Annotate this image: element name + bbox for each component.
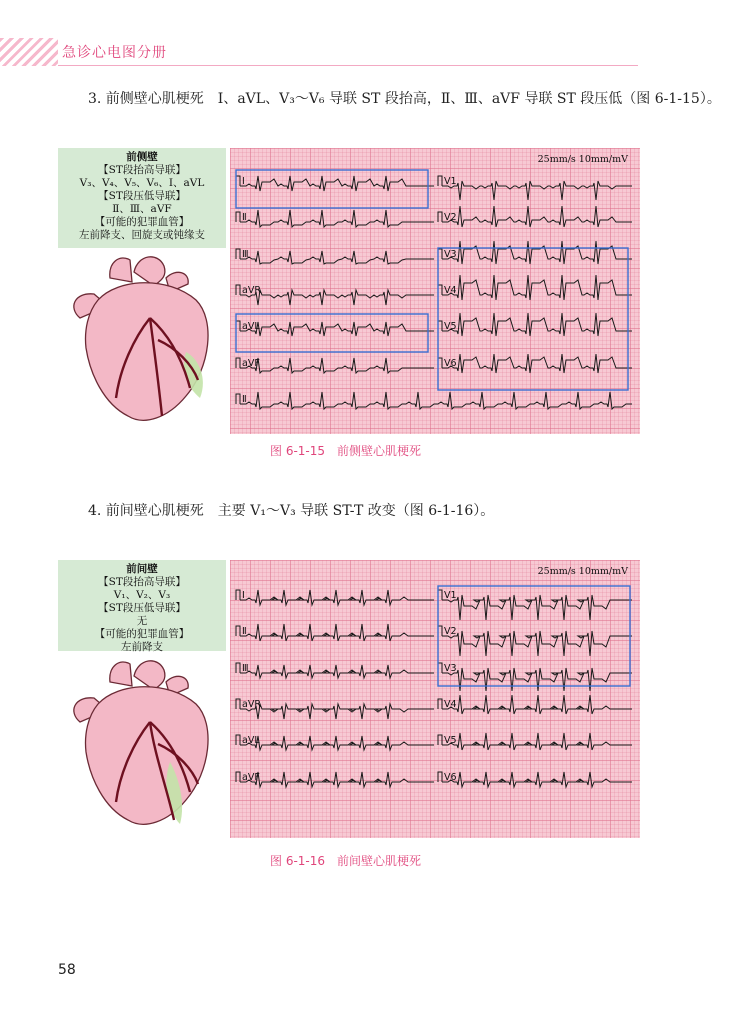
figure-6-1-16 (58, 560, 640, 840)
lead-label-V2: V2 (444, 626, 457, 637)
lead-label-II: Ⅱ (242, 212, 247, 223)
lead-label-I: Ⅰ (242, 590, 245, 601)
st-depression-leads: 无 (136, 615, 148, 627)
waveform-right-3 (442, 695, 632, 714)
highlight-box-V3-V6 (438, 248, 628, 390)
ecg-tracing-6-1-16 (230, 560, 640, 838)
lead-label-V5: V5 (444, 735, 457, 746)
calibration-pulse-left-3 (236, 285, 240, 295)
st-elevation-leads: V₁、V₂、V₃ (113, 589, 171, 601)
waveform-right-0 (442, 181, 632, 200)
figure-caption-6-1-16: 图 6-1-16 前间壁心肌梗死 (270, 854, 422, 868)
lead-label-III: Ⅲ (242, 249, 249, 260)
lead-label-I: Ⅰ (242, 176, 245, 187)
calibration-pulse-left-3 (236, 699, 240, 709)
waveform-left-5 (240, 772, 434, 787)
waveform-left-1 (240, 210, 434, 227)
lead-label-V3: V3 (444, 663, 457, 674)
lead-label-aVL: aVL (242, 321, 260, 332)
waveform-right-0 (442, 595, 632, 620)
info-title: 前侧壁 (126, 151, 158, 163)
ecg-speed-label: 25mm/s 10mm/mV (537, 566, 628, 577)
st-elevation-leads: V₃、V₄、V₅、V₆、Ⅰ、aVL (79, 177, 205, 189)
waveform-right-4 (442, 313, 632, 336)
st-depression-label: 【ST段压低导联】 (98, 602, 186, 614)
waveform-right-1 (442, 631, 632, 656)
lead-label-aVR: aVR (242, 699, 261, 710)
lead-label-V5: V5 (444, 321, 457, 332)
calibration-pulse-left-6 (236, 394, 240, 404)
lead-label-V1: V1 (444, 176, 457, 187)
lead-label-aVF: aVF (242, 358, 260, 369)
page-number: 58 (58, 962, 76, 978)
calibration-pulse-left-5 (236, 358, 240, 368)
lead-label-V4: V4 (444, 285, 457, 296)
waveform-left-2 (240, 665, 434, 678)
lead-label-V2: V2 (444, 212, 457, 223)
lead-label-aVL: aVL (242, 735, 260, 746)
calibration-pulse-left-1 (236, 212, 240, 222)
calibration-pulse-right-1 (438, 212, 442, 222)
lead-label-aVR: aVR (242, 285, 261, 296)
section-3-heading: 3. 前侧壁心肌梗死 Ⅰ、aVL、V₃～V₆ 导联 ST 段抬高，Ⅱ、Ⅲ、aVF 导联 ST 段压低（图 6-1-15）。 (88, 91, 721, 107)
st-depression-label: 【ST段压低导联】 (98, 190, 186, 202)
calibration-pulse-right-4 (438, 735, 442, 745)
waveform-left-4 (240, 736, 434, 750)
heart-illustration (58, 248, 226, 434)
culprit-vessel: 左前降支 (121, 641, 163, 653)
waveform-right-2 (442, 668, 632, 691)
waveform-left-0 (240, 590, 434, 605)
culprit-vessel-label: 【可能的犯罪血管】 (94, 216, 190, 228)
st-elevation-label: 【ST段抬高导联】 (98, 164, 186, 176)
waveform-right-4 (442, 733, 632, 750)
lead-label-V1: V1 (444, 590, 457, 601)
lead-label-V6: V6 (444, 772, 457, 783)
waveform-left-0 (240, 176, 434, 191)
calibration-pulse-right-5 (438, 772, 442, 782)
figure-6-1-15 (58, 148, 640, 438)
highlight-box-lead-I (236, 170, 428, 208)
waveform-left-5 (240, 358, 434, 373)
ecg-waveforms (230, 148, 640, 434)
header-rule (58, 65, 638, 66)
waveform-left-6 (240, 392, 632, 409)
lead-label-II: Ⅱ (242, 626, 247, 637)
waveform-left-1 (240, 624, 434, 641)
st-elevation-label: 【ST段抬高导联】 (98, 576, 186, 588)
waveform-left-3 (240, 290, 434, 305)
calibration-pulse-left-1 (236, 626, 240, 636)
lead-label-III: Ⅲ (242, 663, 249, 674)
waveform-right-5 (442, 354, 632, 373)
lead-label-II-rhythm: Ⅱ (242, 394, 247, 405)
calibration-pulse-right-0 (438, 176, 442, 186)
waveform-right-3 (442, 275, 632, 300)
culprit-vessel-label: 【可能的犯罪血管】 (94, 628, 190, 640)
info-box-anteroseptal (58, 560, 226, 651)
calibration-pulse-left-0 (236, 590, 240, 600)
waveform-left-3 (240, 704, 434, 719)
header-decoration (0, 38, 58, 66)
calibration-pulse-left-2 (236, 663, 240, 673)
lead-label-V4: V4 (444, 699, 457, 710)
culprit-vessel: 左前降支、回旋支或钝缘支 (79, 229, 205, 241)
waveform-right-2 (442, 241, 632, 264)
ecg-waveforms (230, 560, 640, 838)
calibration-pulse-left-5 (236, 772, 240, 782)
info-title: 前间壁 (126, 563, 158, 575)
section-4-heading: 4. 前间壁心肌梗死 主要 V₁～V₃ 导联 ST-T 改变（图 6-1-16）。 (88, 503, 495, 519)
st-depression-leads: Ⅱ、Ⅲ、aVF (112, 203, 172, 215)
ecg-speed-label: 25mm/s 10mm/mV (537, 154, 628, 165)
waveform-right-1 (442, 206, 632, 227)
heart-illustration (58, 652, 226, 838)
waveform-left-2 (240, 251, 434, 264)
waveform-right-5 (442, 772, 632, 787)
info-box-anterolateral (58, 148, 226, 248)
calibration-pulse-right-3 (438, 699, 442, 709)
running-header: 急诊心电图分册 (62, 45, 167, 61)
waveform-left-4 (240, 322, 434, 336)
highlight-box-lead-aVL (236, 314, 428, 352)
ecg-tracing-6-1-15 (230, 148, 640, 434)
calibration-pulse-left-4 (236, 735, 240, 745)
figure-caption-6-1-15: 图 6-1-15 前侧壁心肌梗死 (270, 444, 422, 458)
lead-label-V3: V3 (444, 249, 457, 260)
calibration-pulse-left-2 (236, 249, 240, 259)
lead-label-V6: V6 (444, 358, 457, 369)
lead-label-aVF: aVF (242, 772, 260, 783)
